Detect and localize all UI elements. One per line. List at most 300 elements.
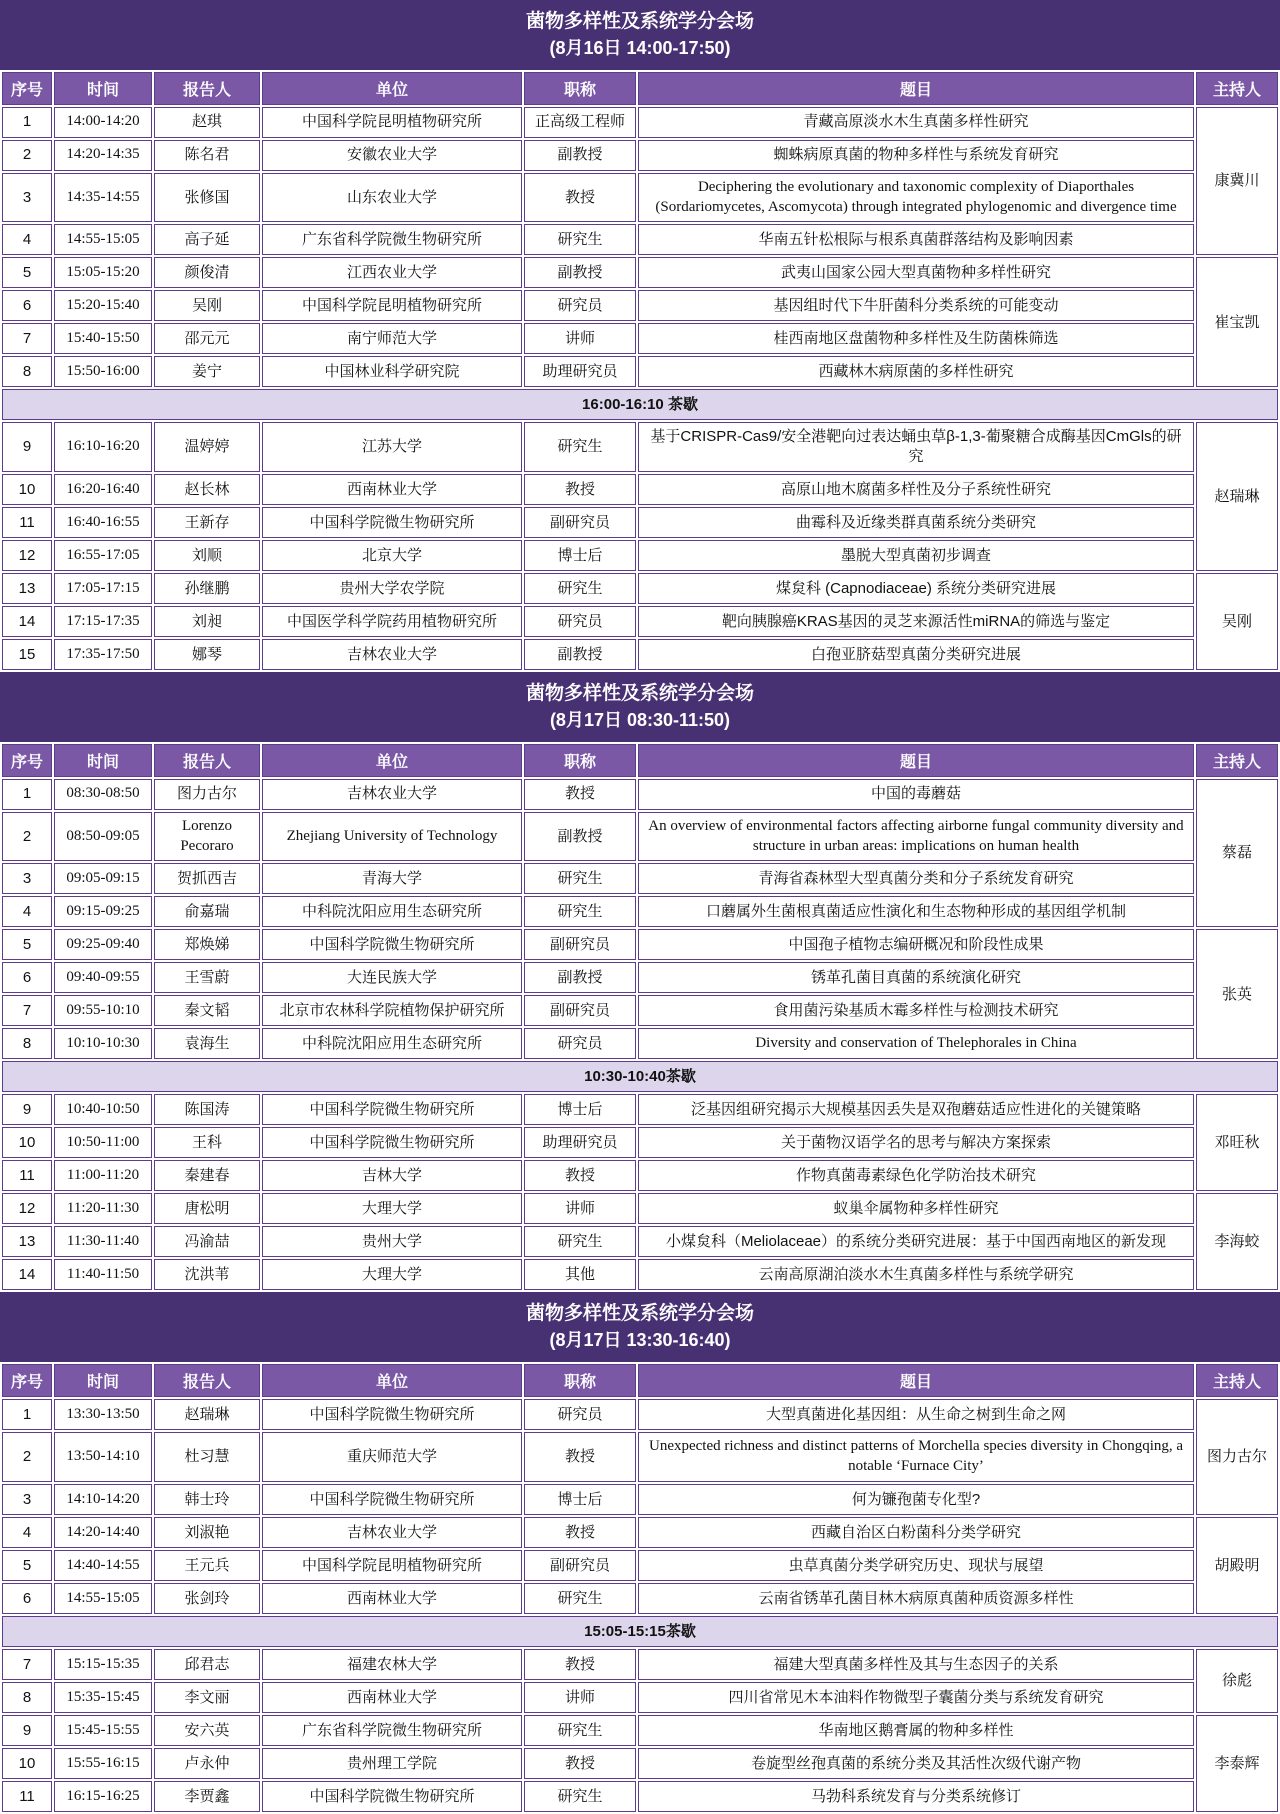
talk-title: 西藏林木病原菌的多样性研究 <box>638 356 1194 387</box>
speaker: 韩士玲 <box>154 1484 260 1515</box>
time: 10:10-10:30 <box>54 1028 152 1059</box>
time: 14:35-14:55 <box>54 173 152 223</box>
column-header: 报告人 <box>154 1364 260 1397</box>
row-number: 5 <box>2 929 52 960</box>
session-time: (8月17日 13:30-16:40) <box>549 1330 731 1351</box>
time: 16:20-16:40 <box>54 474 152 505</box>
institution: 青海大学 <box>262 863 522 894</box>
institution: 广东省科学院微生物研究所 <box>262 1715 522 1746</box>
time: 15:40-15:50 <box>54 323 152 354</box>
row-number: 15 <box>2 639 52 670</box>
speaker: 刘昶 <box>154 606 260 637</box>
row-number: 3 <box>2 863 52 894</box>
row-number: 12 <box>2 540 52 571</box>
job-title: 教授 <box>524 474 636 505</box>
table-row <box>2 896 1278 927</box>
table-row <box>2 1259 1278 1290</box>
table-row <box>2 1781 1278 1812</box>
table-row <box>2 1649 1278 1680</box>
row-number: 6 <box>2 1583 52 1614</box>
table-row <box>2 1028 1278 1059</box>
institution: 福建农林大学 <box>262 1649 522 1680</box>
talk-title: 靶向胰腺癌KRAS基因的灵芝来源活性miRNA的筛选与鉴定 <box>638 606 1194 637</box>
job-title: 教授 <box>524 1160 636 1191</box>
row-number: 10 <box>2 1127 52 1158</box>
row-number: 4 <box>2 224 52 255</box>
time: 09:55-10:10 <box>54 995 152 1026</box>
chair: 邓旺秋 <box>1196 1094 1278 1191</box>
job-title: 助理研究员 <box>524 1127 636 1158</box>
institution: 中国科学院昆明植物研究所 <box>262 1550 522 1581</box>
time: 14:55-15:05 <box>54 224 152 255</box>
table-row <box>2 290 1278 321</box>
session-time: (8月17日 08:30-11:50) <box>549 709 731 730</box>
time: 10:40-10:50 <box>54 1094 152 1125</box>
time: 17:35-17:50 <box>54 639 152 670</box>
table-row <box>2 1517 1278 1548</box>
chair: 李海蛟 <box>1196 1193 1278 1290</box>
talk-title: 华南地区鹅膏属的物种多样性 <box>638 1715 1194 1746</box>
institution: 中国科学院昆明植物研究所 <box>262 290 522 321</box>
job-title: 博士后 <box>524 1094 636 1125</box>
time: 15:45-15:55 <box>54 1715 152 1746</box>
institution: 中国科学院微生物研究所 <box>262 1094 522 1125</box>
institution: 中国科学院微生物研究所 <box>262 929 522 960</box>
institution: 江西农业大学 <box>262 257 522 288</box>
job-title: 研究员 <box>524 1399 636 1430</box>
column-header: 报告人 <box>154 744 260 777</box>
time: 13:30-13:50 <box>54 1399 152 1430</box>
time: 08:50-09:05 <box>54 812 152 862</box>
institution: 西南林业大学 <box>262 1682 522 1713</box>
column-header: 时间 <box>54 72 152 105</box>
row-number: 8 <box>2 1682 52 1713</box>
column-header: 单位 <box>262 1364 522 1397</box>
institution: 北京市农林科学院植物保护研究所 <box>262 995 522 1026</box>
table-row <box>2 606 1278 637</box>
talk-title: 武夷山国家公园大型真菌物种多样性研究 <box>638 257 1194 288</box>
institution: 吉林农业大学 <box>262 639 522 670</box>
speaker: 赵瑞琳 <box>154 1399 260 1430</box>
column-header: 职称 <box>524 72 636 105</box>
row-number: 2 <box>2 1432 52 1482</box>
row-number: 14 <box>2 606 52 637</box>
table-row <box>2 995 1278 1026</box>
table-row <box>2 639 1278 670</box>
job-title: 副教授 <box>524 257 636 288</box>
time: 09:15-09:25 <box>54 896 152 927</box>
speaker: 吴刚 <box>154 290 260 321</box>
talk-title: 桂西南地区盘菌物种多样性及生防菌株筛选 <box>638 323 1194 354</box>
table-row <box>2 812 1278 862</box>
column-header: 时间 <box>54 1364 152 1397</box>
column-header: 题目 <box>638 72 1194 105</box>
job-title: 研究生 <box>524 863 636 894</box>
talk-title: 四川省常见木本油料作物微型子囊菌分类与系统发育研究 <box>638 1682 1194 1713</box>
time: 11:20-11:30 <box>54 1193 152 1224</box>
row-number: 12 <box>2 1193 52 1224</box>
time: 14:10-14:20 <box>54 1484 152 1515</box>
institution: 中科院沈阳应用生态研究所 <box>262 1028 522 1059</box>
table-row <box>2 863 1278 894</box>
chair: 赵瑞琳 <box>1196 422 1278 571</box>
column-header: 报告人 <box>154 72 260 105</box>
talk-title: 中国孢子植物志编研概况和阶段性成果 <box>638 929 1194 960</box>
talk-title: 西藏自治区白粉菌科分类学研究 <box>638 1517 1194 1548</box>
time: 14:20-14:40 <box>54 1517 152 1548</box>
column-header: 单位 <box>262 72 522 105</box>
header-row <box>2 744 1278 777</box>
institution: 中科院沈阳应用生态研究所 <box>262 896 522 927</box>
schedule-table <box>0 742 1280 1293</box>
job-title: 研究生 <box>524 1781 636 1812</box>
header-row <box>2 72 1278 105</box>
column-header: 序号 <box>2 72 52 105</box>
row-number: 7 <box>2 323 52 354</box>
institution: 西南林业大学 <box>262 474 522 505</box>
institution: 安徽农业大学 <box>262 140 522 171</box>
speaker: 卢永仲 <box>154 1748 260 1779</box>
table-row <box>2 1094 1278 1125</box>
time: 15:15-15:35 <box>54 1649 152 1680</box>
time: 11:00-11:20 <box>54 1160 152 1191</box>
talk-title: 作物真菌毒素绿色化学防治技术研究 <box>638 1160 1194 1191</box>
chair: 崔宝凯 <box>1196 257 1278 387</box>
institution: Zhejiang University of Technology <box>262 812 522 862</box>
table-row <box>2 1399 1278 1430</box>
table-row <box>2 962 1278 993</box>
talk-title: 基于CRISPR-Cas9/安全港靶向过表达蛹虫草β-1,3-葡聚糖合成酶基因CmGls的研究 <box>638 422 1194 472</box>
table-row <box>2 779 1278 810</box>
row-number: 8 <box>2 356 52 387</box>
table-row <box>2 323 1278 354</box>
talk-title: 卷旋型丝孢真菌的系统分类及其活性次级代谢产物 <box>638 1748 1194 1779</box>
talk-title: 高原山地木腐菌多样性及分子系统性研究 <box>638 474 1194 505</box>
job-title: 副教授 <box>524 140 636 171</box>
institution: 西南林业大学 <box>262 1583 522 1614</box>
talk-title: 关于菌物汉语学名的思考与解决方案探索 <box>638 1127 1194 1158</box>
institution: 中国林业科学研究院 <box>262 356 522 387</box>
institution: 大理大学 <box>262 1193 522 1224</box>
speaker: 陈国涛 <box>154 1094 260 1125</box>
speaker: 李贾鑫 <box>154 1781 260 1812</box>
column-header: 题目 <box>638 744 1194 777</box>
job-title: 其他 <box>524 1259 636 1290</box>
table-row <box>2 1432 1278 1482</box>
speaker: 张剑玲 <box>154 1583 260 1614</box>
session-title: 菌物多样性及系统学分会场 <box>525 683 754 705</box>
table-row <box>2 1127 1278 1158</box>
speaker: 刘淑艳 <box>154 1517 260 1548</box>
row-number: 1 <box>2 107 52 138</box>
job-title: 副研究员 <box>524 507 636 538</box>
talk-title: 曲霉科及近缘类群真菌系统分类研究 <box>638 507 1194 538</box>
column-header: 单位 <box>262 744 522 777</box>
table-row <box>2 1160 1278 1191</box>
talk-title: An overview of environmental factors affecting airborne fungal community diversity and structure in urban areas: implications on human health <box>638 812 1194 862</box>
time: 09:40-09:55 <box>54 962 152 993</box>
job-title: 教授 <box>524 1432 636 1482</box>
time: 15:05-15:20 <box>54 257 152 288</box>
header-row <box>2 1364 1278 1397</box>
job-title: 研究生 <box>524 224 636 255</box>
row-number: 7 <box>2 995 52 1026</box>
row-number: 5 <box>2 257 52 288</box>
row-number: 1 <box>2 779 52 810</box>
table-row <box>2 1550 1278 1581</box>
job-title: 助理研究员 <box>524 356 636 387</box>
row-number: 6 <box>2 962 52 993</box>
institution: 中国医学科学院药用植物研究所 <box>262 606 522 637</box>
chair: 李泰辉 <box>1196 1715 1278 1812</box>
table-row <box>2 140 1278 171</box>
speaker: 唐松明 <box>154 1193 260 1224</box>
row-number: 14 <box>2 1259 52 1290</box>
institution: 吉林农业大学 <box>262 1517 522 1548</box>
session-header <box>0 672 1280 742</box>
tea-break-row <box>2 1616 1278 1647</box>
row-number: 13 <box>2 573 52 604</box>
time: 14:00-14:20 <box>54 107 152 138</box>
speaker: 赵琪 <box>154 107 260 138</box>
column-header: 主持人 <box>1196 72 1278 105</box>
row-number: 9 <box>2 422 52 472</box>
speaker: 陈名君 <box>154 140 260 171</box>
chair: 蔡磊 <box>1196 779 1278 928</box>
talk-title: 马勃科系统发育与分类系统修订 <box>638 1781 1194 1812</box>
table-row <box>2 507 1278 538</box>
job-title: 研究生 <box>524 896 636 927</box>
row-number: 9 <box>2 1094 52 1125</box>
speaker: 孙继鹏 <box>154 573 260 604</box>
session-title: 菌物多样性及系统学分会场 <box>525 1303 754 1325</box>
institution: 大理大学 <box>262 1259 522 1290</box>
institution: 中国科学院昆明植物研究所 <box>262 107 522 138</box>
time: 11:40-11:50 <box>54 1259 152 1290</box>
talk-title: 口蘑属外生菌根真菌适应性演化和生态物种形成的基因组学机制 <box>638 896 1194 927</box>
row-number: 4 <box>2 896 52 927</box>
time: 08:30-08:50 <box>54 779 152 810</box>
job-title: 研究员 <box>524 606 636 637</box>
row-number: 1 <box>2 1399 52 1430</box>
speaker: 娜琴 <box>154 639 260 670</box>
talk-title: 食用菌污染基质木霉多样性与检测技术研究 <box>638 995 1194 1026</box>
table-row <box>2 356 1278 387</box>
table-row <box>2 1715 1278 1746</box>
speaker: 郑焕娣 <box>154 929 260 960</box>
tea-break-row <box>2 389 1278 420</box>
column-header: 职称 <box>524 1364 636 1397</box>
job-title: 教授 <box>524 1649 636 1680</box>
institution: 江苏大学 <box>262 422 522 472</box>
row-number: 10 <box>2 1748 52 1779</box>
job-title: 副研究员 <box>524 929 636 960</box>
speaker: 邵元元 <box>154 323 260 354</box>
institution: 吉林大学 <box>262 1160 522 1191</box>
row-number: 7 <box>2 1649 52 1680</box>
talk-title: 基因组时代下牛肝菌科分类系统的可能变动 <box>638 290 1194 321</box>
column-header: 序号 <box>2 1364 52 1397</box>
talk-title: 小煤炱科（Meliolaceae）的系统分类研究进展：基于中国西南地区的新发现 <box>638 1226 1194 1257</box>
speaker: 颜俊清 <box>154 257 260 288</box>
talk-title: 煤炱科 (Capnodiaceae) 系统分类研究进展 <box>638 573 1194 604</box>
speaker: 冯渝喆 <box>154 1226 260 1257</box>
speaker: 邱君志 <box>154 1649 260 1680</box>
talk-title: Unexpected richness and distinct patterns of Morchella species diversity in Chongqing, a notable ‘Furnace City’ <box>638 1432 1194 1482</box>
job-title: 讲师 <box>524 1193 636 1224</box>
institution: 中国科学院微生物研究所 <box>262 1399 522 1430</box>
talk-title: 福建大型真菌多样性及其与生态因子的关系 <box>638 1649 1194 1680</box>
institution: 中国科学院微生物研究所 <box>262 1127 522 1158</box>
time: 15:35-15:45 <box>54 1682 152 1713</box>
table-row <box>2 1484 1278 1515</box>
job-title: 正高级工程师 <box>524 107 636 138</box>
talk-title: 青海省森林型大型真菌分类和分子系统发育研究 <box>638 863 1194 894</box>
row-number: 11 <box>2 1160 52 1191</box>
session-section-2 <box>0 672 1280 1292</box>
job-title: 教授 <box>524 779 636 810</box>
row-number: 3 <box>2 1484 52 1515</box>
column-header: 主持人 <box>1196 1364 1278 1397</box>
job-title: 教授 <box>524 1517 636 1548</box>
speaker: 刘顺 <box>154 540 260 571</box>
talk-title: 中国的毒蘑菇 <box>638 779 1194 810</box>
institution: 贵州大学农学院 <box>262 573 522 604</box>
speaker: 张修国 <box>154 173 260 223</box>
time: 14:40-14:55 <box>54 1550 152 1581</box>
session-time: (8月16日 14:00-17:50) <box>549 37 731 58</box>
table-row <box>2 173 1278 223</box>
row-number: 9 <box>2 1715 52 1746</box>
talk-title: 虫草真菌分类学研究历史、现状与展望 <box>638 1550 1194 1581</box>
time: 15:20-15:40 <box>54 290 152 321</box>
speaker: Lorenzo Pecoraro <box>154 812 260 862</box>
job-title: 副研究员 <box>524 995 636 1026</box>
talk-title: 白孢亚脐菇型真菌分类研究进展 <box>638 639 1194 670</box>
institution: 南宁师范大学 <box>262 323 522 354</box>
speaker: 俞嘉瑞 <box>154 896 260 927</box>
institution: 广东省科学院微生物研究所 <box>262 224 522 255</box>
time: 13:50-14:10 <box>54 1432 152 1482</box>
table-row <box>2 1748 1278 1779</box>
job-title: 副教授 <box>524 812 636 862</box>
time: 17:15-17:35 <box>54 606 152 637</box>
speaker: 高子延 <box>154 224 260 255</box>
row-number: 5 <box>2 1550 52 1581</box>
institution: 贵州理工学院 <box>262 1748 522 1779</box>
talk-title: 华南五针松根际与根系真菌群落结构及影响因素 <box>638 224 1194 255</box>
speaker: 杜习慧 <box>154 1432 260 1482</box>
session-section-3 <box>0 1292 1280 1813</box>
job-title: 研究生 <box>524 1583 636 1614</box>
time: 11:30-11:40 <box>54 1226 152 1257</box>
session-header <box>0 1292 1280 1362</box>
time: 14:20-14:35 <box>54 140 152 171</box>
speaker: 李文丽 <box>154 1682 260 1713</box>
row-number: 10 <box>2 474 52 505</box>
tea-break-row <box>2 1061 1278 1092</box>
table-row <box>2 422 1278 472</box>
speaker: 王雪蔚 <box>154 962 260 993</box>
talk-title: 墨脱大型真菌初步调查 <box>638 540 1194 571</box>
row-number: 8 <box>2 1028 52 1059</box>
institution: 北京大学 <box>262 540 522 571</box>
talk-title: 云南省锈革孔菌目林木病原真菌种质资源多样性 <box>638 1583 1194 1614</box>
table-row <box>2 573 1278 604</box>
schedule-table <box>0 70 1280 672</box>
talk-title: 何为镰孢菌专化型? <box>638 1484 1194 1515</box>
job-title: 研究员 <box>524 1028 636 1059</box>
session-header <box>0 0 1280 70</box>
tea-break-label: 15:05-15:15茶歇 <box>2 1616 1278 1647</box>
job-title: 研究生 <box>524 1226 636 1257</box>
session-title: 菌物多样性及系统学分会场 <box>525 11 754 32</box>
chair: 康冀川 <box>1196 107 1278 256</box>
job-title: 教授 <box>524 173 636 223</box>
institution: 贵州大学 <box>262 1226 522 1257</box>
talk-title: 大型真菌进化基因组：从生命之树到生命之网 <box>638 1399 1194 1430</box>
talk-title: 泛基因组研究揭示大规模基因丢失是双孢蘑菇适应性进化的关键策略 <box>638 1094 1194 1125</box>
column-header: 序号 <box>2 744 52 777</box>
job-title: 博士后 <box>524 1484 636 1515</box>
institution: 中国科学院微生物研究所 <box>262 507 522 538</box>
tea-break-label: 16:00-16:10 茶歇 <box>2 389 1278 420</box>
speaker: 秦建春 <box>154 1160 260 1191</box>
session-section-1 <box>0 0 1280 672</box>
job-title: 副教授 <box>524 962 636 993</box>
speaker: 袁海生 <box>154 1028 260 1059</box>
table-row <box>2 1682 1278 1713</box>
time: 16:10-16:20 <box>54 422 152 472</box>
table-row <box>2 540 1278 571</box>
time: 09:25-09:40 <box>54 929 152 960</box>
row-number: 11 <box>2 507 52 538</box>
speaker: 王新存 <box>154 507 260 538</box>
time: 16:55-17:05 <box>54 540 152 571</box>
job-title: 副研究员 <box>524 1550 636 1581</box>
chair: 张英 <box>1196 929 1278 1059</box>
job-title: 讲师 <box>524 323 636 354</box>
job-title: 研究生 <box>524 1715 636 1746</box>
institution: 大连民族大学 <box>262 962 522 993</box>
time: 10:50-11:00 <box>54 1127 152 1158</box>
speaker: 温婷婷 <box>154 422 260 472</box>
row-number: 6 <box>2 290 52 321</box>
table-row <box>2 1226 1278 1257</box>
row-number: 2 <box>2 812 52 862</box>
tea-break-label: 10:30-10:40茶歇 <box>2 1061 1278 1092</box>
speaker: 赵长林 <box>154 474 260 505</box>
institution: 山东农业大学 <box>262 173 522 223</box>
job-title: 研究生 <box>524 422 636 472</box>
row-number: 13 <box>2 1226 52 1257</box>
column-header: 时间 <box>54 744 152 777</box>
chair: 图力古尔 <box>1196 1399 1278 1515</box>
schedule-table <box>0 1362 1280 1814</box>
row-number: 3 <box>2 173 52 223</box>
speaker: 王科 <box>154 1127 260 1158</box>
table-row <box>2 929 1278 960</box>
time: 16:40-16:55 <box>54 507 152 538</box>
column-header: 主持人 <box>1196 744 1278 777</box>
institution: 中国科学院微生物研究所 <box>262 1484 522 1515</box>
time: 15:50-16:00 <box>54 356 152 387</box>
talk-title: 云南高原湖泊淡水木生真菌多样性与系统学研究 <box>638 1259 1194 1290</box>
column-header: 职称 <box>524 744 636 777</box>
chair: 徐彪 <box>1196 1649 1278 1713</box>
time: 09:05-09:15 <box>54 863 152 894</box>
row-number: 11 <box>2 1781 52 1812</box>
